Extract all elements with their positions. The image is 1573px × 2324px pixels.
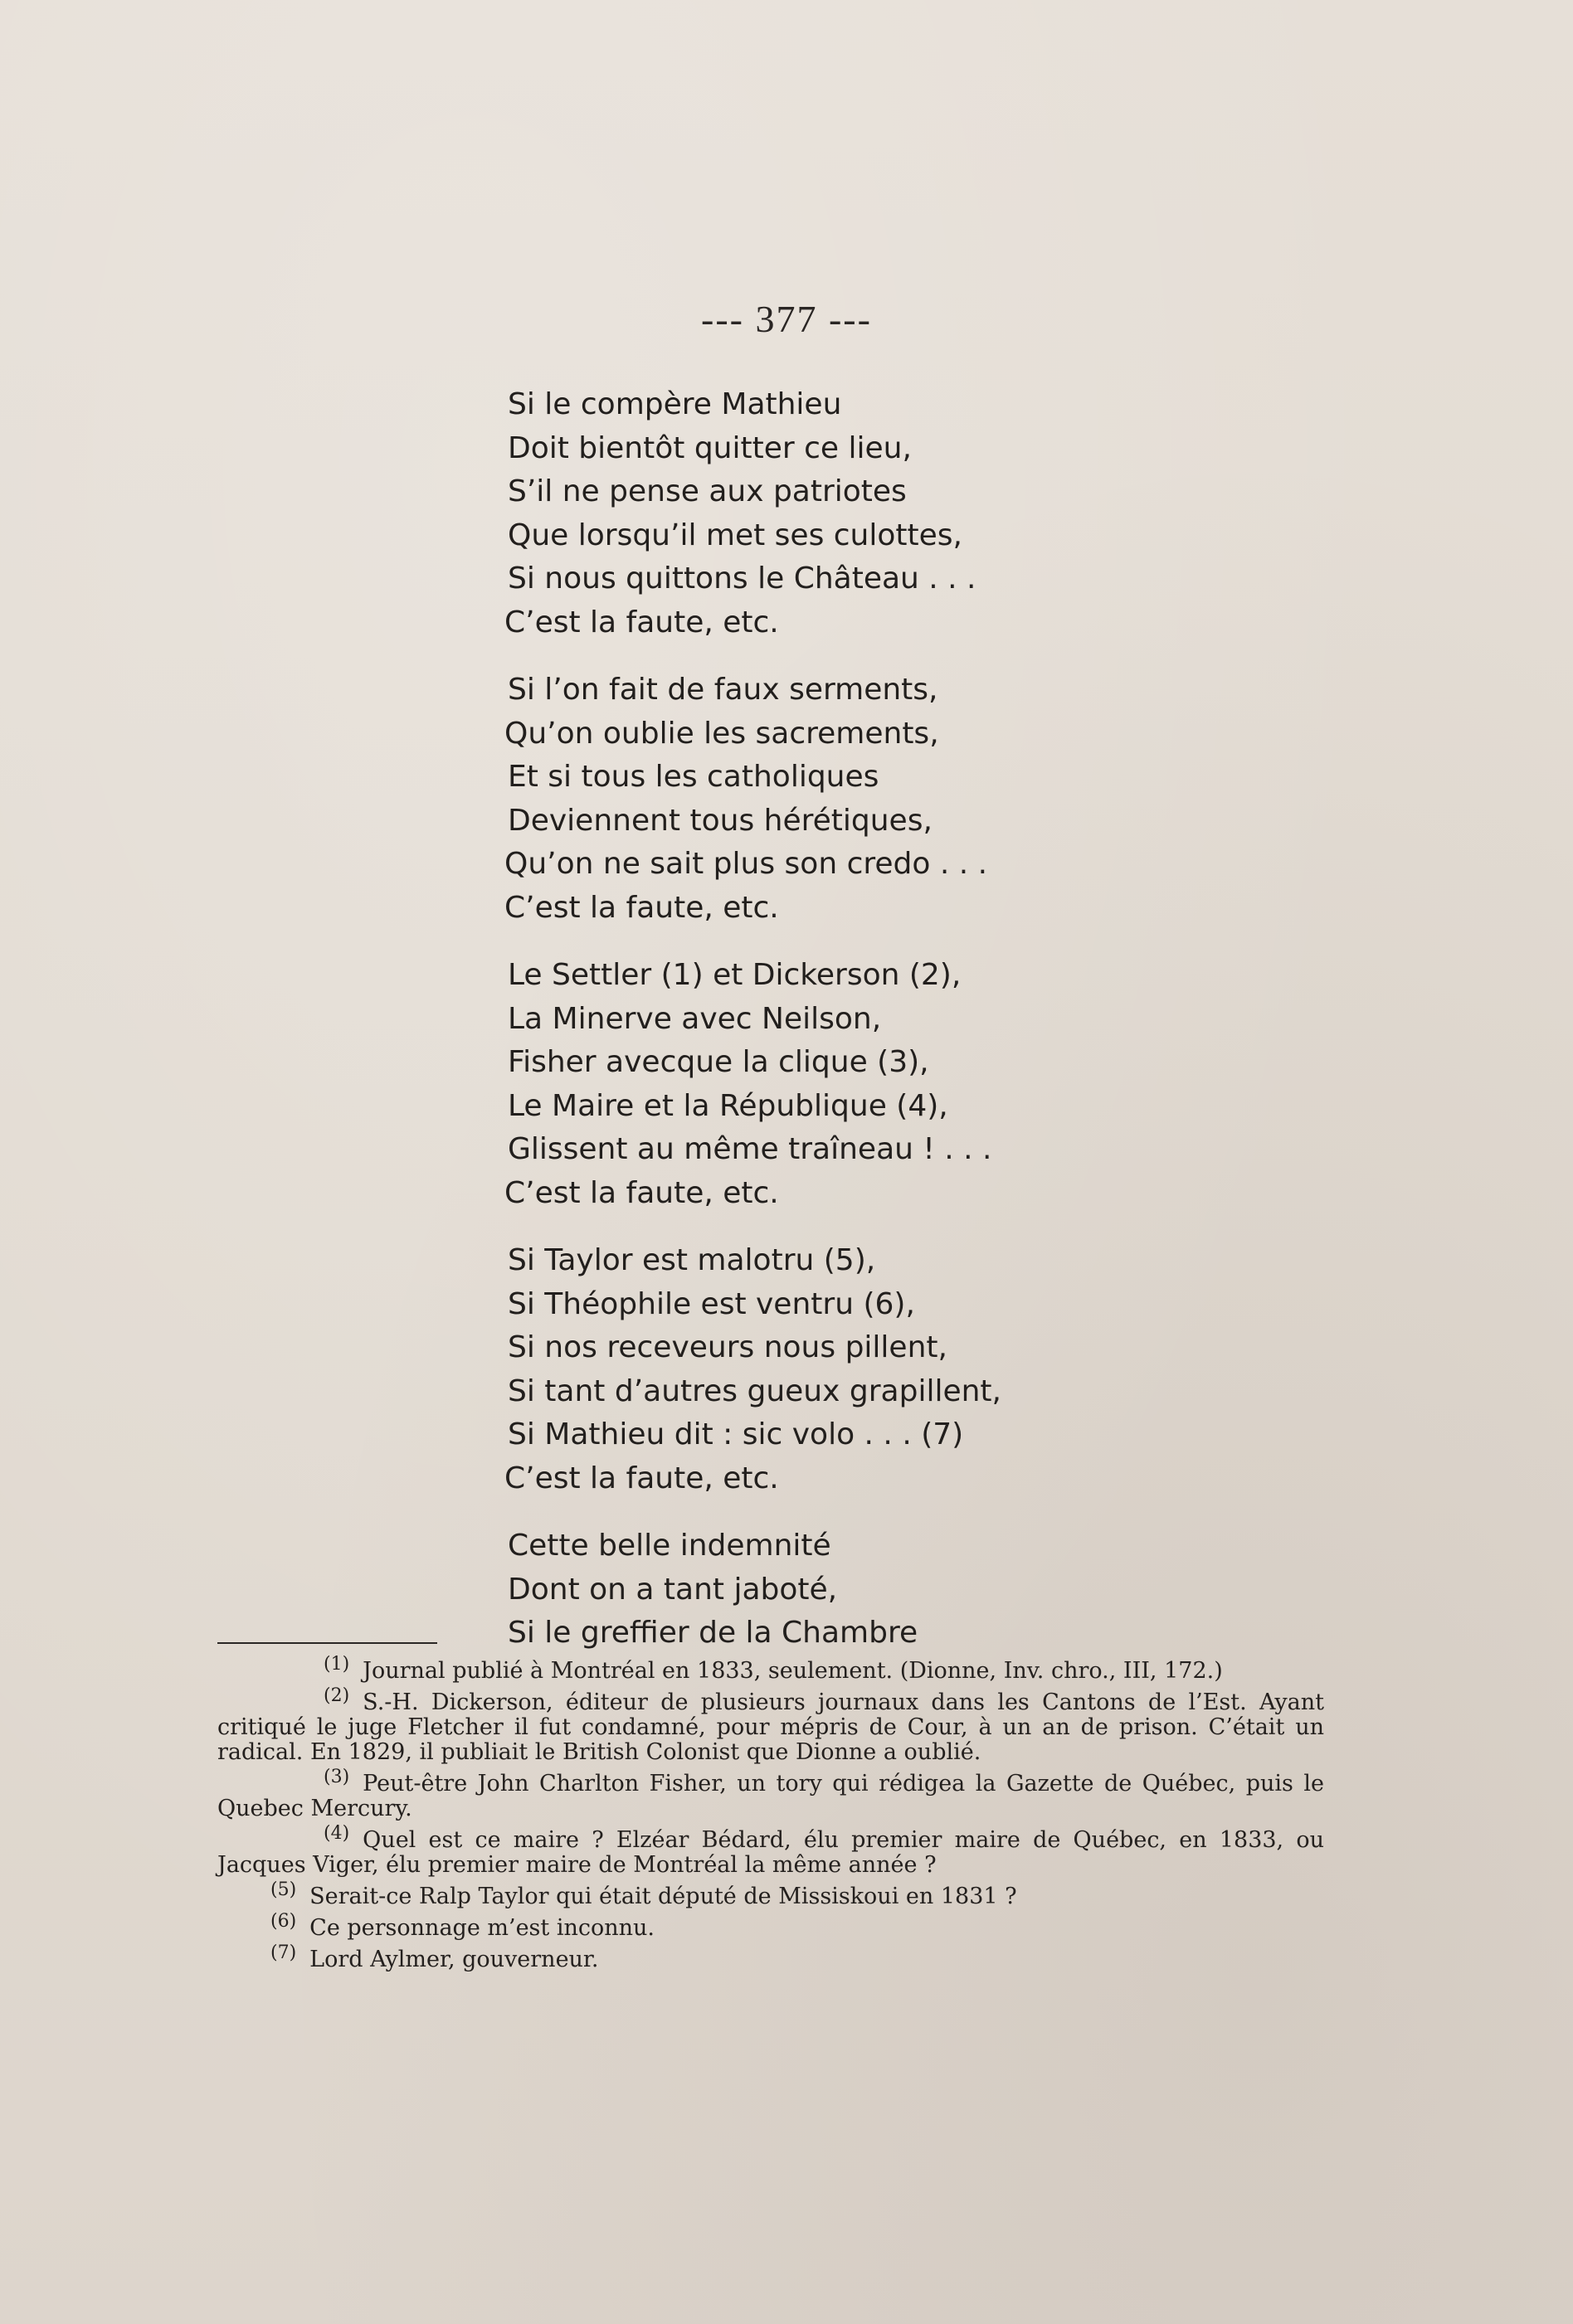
footnote-text: Serait-ce Ralp Taylor qui était député de Missiskoui en 1831 ? — [309, 1884, 1017, 1909]
footnote-number: (4) — [324, 1823, 350, 1844]
poem-line: Le Settler (1) et Dickerson (2), — [508, 958, 962, 992]
footnote-1 — [217, 1652, 1324, 1684]
footnote-text: Journal publié à Montréal en 1833, seulement. (Dionne, Inv. chro., III, 172.) — [363, 1658, 1223, 1684]
poem-line: Si l’on fait de faux serments, — [508, 673, 938, 707]
poem-line: Glissent au même traîneau ! . . . — [508, 1132, 992, 1166]
stanza-2 — [504, 669, 1254, 930]
stanza-1 — [504, 383, 1254, 644]
poem-line: Si tant d’autres gueux grapillent, — [508, 1373, 1001, 1408]
stanza-5 — [508, 1524, 1254, 1655]
poem-line: Cette belle indemnité — [508, 1529, 831, 1563]
footnote-number: (3) — [324, 1767, 350, 1787]
poem — [504, 383, 1254, 1680]
poem-refrain: C’est la faute, etc. — [504, 1175, 779, 1210]
footnote-text: Lord Aylmer, gouverneur. — [309, 1947, 599, 1972]
poem-line: La Minerve avec Neilson, — [508, 1001, 882, 1036]
poem-line: Deviennent tous hérétiques, — [508, 803, 933, 838]
poem-line: Si nous quittons le Château . . . — [508, 562, 976, 596]
poem-line: Fisher avecque la clique (3), — [508, 1045, 929, 1079]
poem-line: Qu’on oublie les sacrements, — [504, 716, 939, 751]
footnote-text: Ce personnage m’est inconnu. — [309, 1915, 655, 1941]
footnote-number: (6) — [270, 1911, 297, 1932]
poem-refrain: C’est la faute, etc. — [504, 890, 779, 925]
poem-line: Si Taylor est malotru (5), — [508, 1243, 876, 1277]
poem-line: S’il ne pense aux patriotes — [508, 474, 907, 508]
footnote-number: (7) — [270, 1942, 297, 1963]
poem-line: Si le compère Mathieu — [508, 387, 842, 421]
poem-line: Le Maire et la République (4), — [508, 1088, 948, 1123]
poem-line: Si le greffier de la Chambre — [508, 1616, 918, 1650]
footnote-number: (1) — [324, 1654, 350, 1675]
poem-refrain: C’est la faute, etc. — [504, 1461, 779, 1495]
footnote-6 — [217, 1909, 1324, 1941]
poem-line: Qu’on ne sait plus son credo . . . — [504, 847, 988, 881]
footnote-text: Peut-être John Charlton Fisher, un tory qui rédigea la Gazette de Québec, puis le Quebec Mercury. — [217, 1771, 1324, 1821]
poem-line: Dont on a tant jaboté, — [508, 1572, 838, 1607]
poem-refrain: C’est la faute, etc. — [504, 605, 779, 639]
poem-line: Si Théophile est ventru (6), — [508, 1286, 915, 1321]
poem-line: Doit bientôt quitter ce lieu, — [508, 430, 912, 465]
footnote-text: S.-H. Dickerson, éditeur de plusieurs journaux dans les Cantons de l’Est. Ayant critiqué le juge Fletcher il fut condamné, pour mépris de Cour, à un an de prison. C’était un radical. En 1829, il publiait le British Colonist que Dionne a oublié. — [217, 1690, 1324, 1765]
footnotes — [217, 1652, 1324, 1972]
page-number: --- 377 --- — [701, 298, 872, 340]
footnote-number: (5) — [270, 1879, 297, 1900]
footnote-number: (2) — [324, 1685, 350, 1706]
footnote-7 — [217, 1941, 1324, 1972]
stanza-3 — [504, 954, 1254, 1215]
footnote-separator — [217, 1642, 437, 1644]
poem-line: Que lorsqu’il met ses culottes, — [508, 518, 962, 552]
footnote-2 — [217, 1684, 1324, 1765]
footnote-5 — [217, 1878, 1324, 1909]
poem-line: Si nos receveurs nous pillent, — [508, 1330, 947, 1364]
poem-line: Et si tous les catholiques — [508, 760, 879, 794]
footnote-3 — [217, 1765, 1324, 1821]
footnote-text: Quel est ce maire ? Elzéar Bédard, élu premier maire de Québec, en 1833, ou Jacques Viger, élu premier maire de Montréal la même année ? — [217, 1827, 1324, 1878]
poem-line: Si Mathieu dit : sic volo . . . (7) — [508, 1417, 964, 1451]
footnote-4 — [217, 1821, 1324, 1878]
stanza-4 — [504, 1239, 1254, 1500]
